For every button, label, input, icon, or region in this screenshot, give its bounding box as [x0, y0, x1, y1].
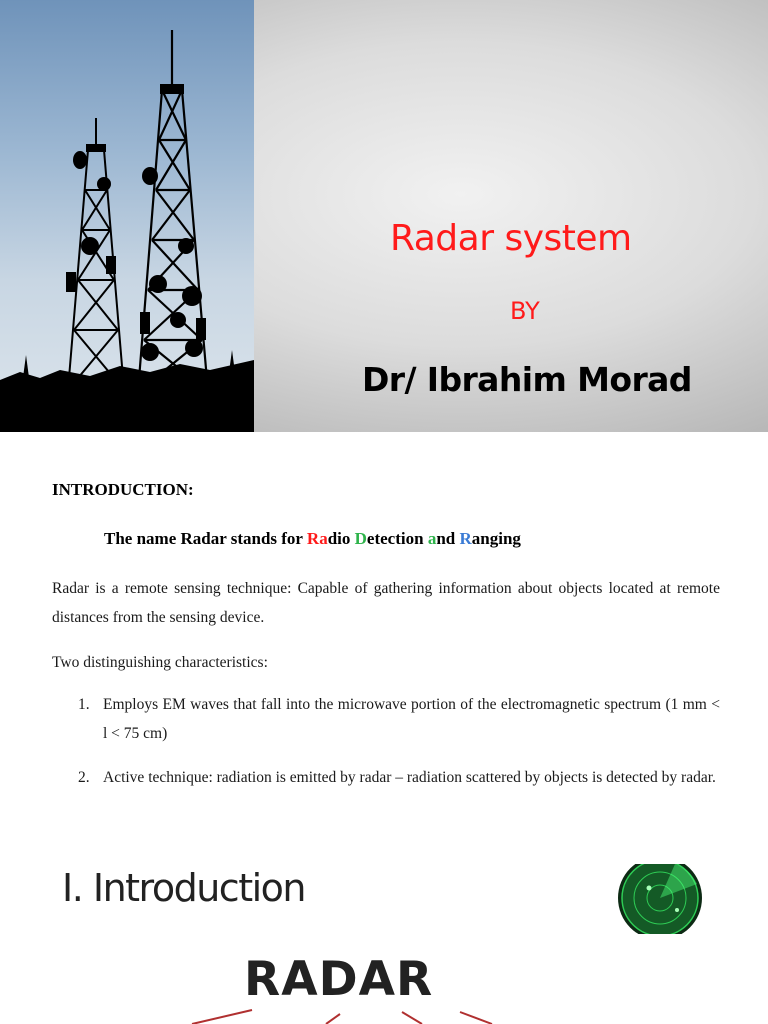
list-number: 1. [78, 696, 90, 713]
acronym-d: D [354, 529, 367, 548]
list-text: Active technique: radiation is emitted by radar – radiation scattered by objects is detected by radar. [103, 769, 716, 786]
paragraph-characteristics: Two distinguishing characteristics: [52, 654, 268, 671]
document-page [0, 432, 768, 852]
telecom-towers-illustration [0, 0, 254, 432]
acronym-nd: nd [436, 529, 460, 548]
acronym-anging: anging [471, 529, 521, 548]
acronym-a: a [427, 529, 437, 548]
tower-photo [0, 0, 254, 432]
acronym-arrows [62, 992, 768, 1024]
title-slide [0, 0, 768, 432]
slide-title: Radar system [390, 218, 632, 259]
acronym-r: R [459, 529, 472, 548]
introduction-slide [62, 852, 768, 1024]
list-text: Employs EM waves that fall into the microwave portion of the electromagnetic spectrum (1 mm < l < 75 cm) [103, 696, 720, 742]
acronym-ra: Ra [306, 529, 328, 548]
acronym-heading [104, 529, 521, 549]
slide3-title: I. Introduction [62, 866, 305, 910]
list-number: 2. [78, 769, 90, 786]
paragraph-definition: Radar is a remote sensing technique: Capable of gathering information about objects located at remote distances from the sensing device. [52, 580, 720, 626]
section-heading: INTRODUCTION: [52, 480, 194, 499]
radar-acronym-word: RADAR [244, 952, 434, 1007]
radar-screen-icon [615, 864, 705, 934]
acronym-prefix: The name Radar stands for [104, 529, 307, 548]
slide-author: Dr/ Ibrahim Morad [362, 360, 692, 399]
acronym-dio: dio [327, 529, 355, 548]
acronym-etection: etection [366, 529, 428, 548]
slide-by-label: BY [510, 297, 540, 325]
